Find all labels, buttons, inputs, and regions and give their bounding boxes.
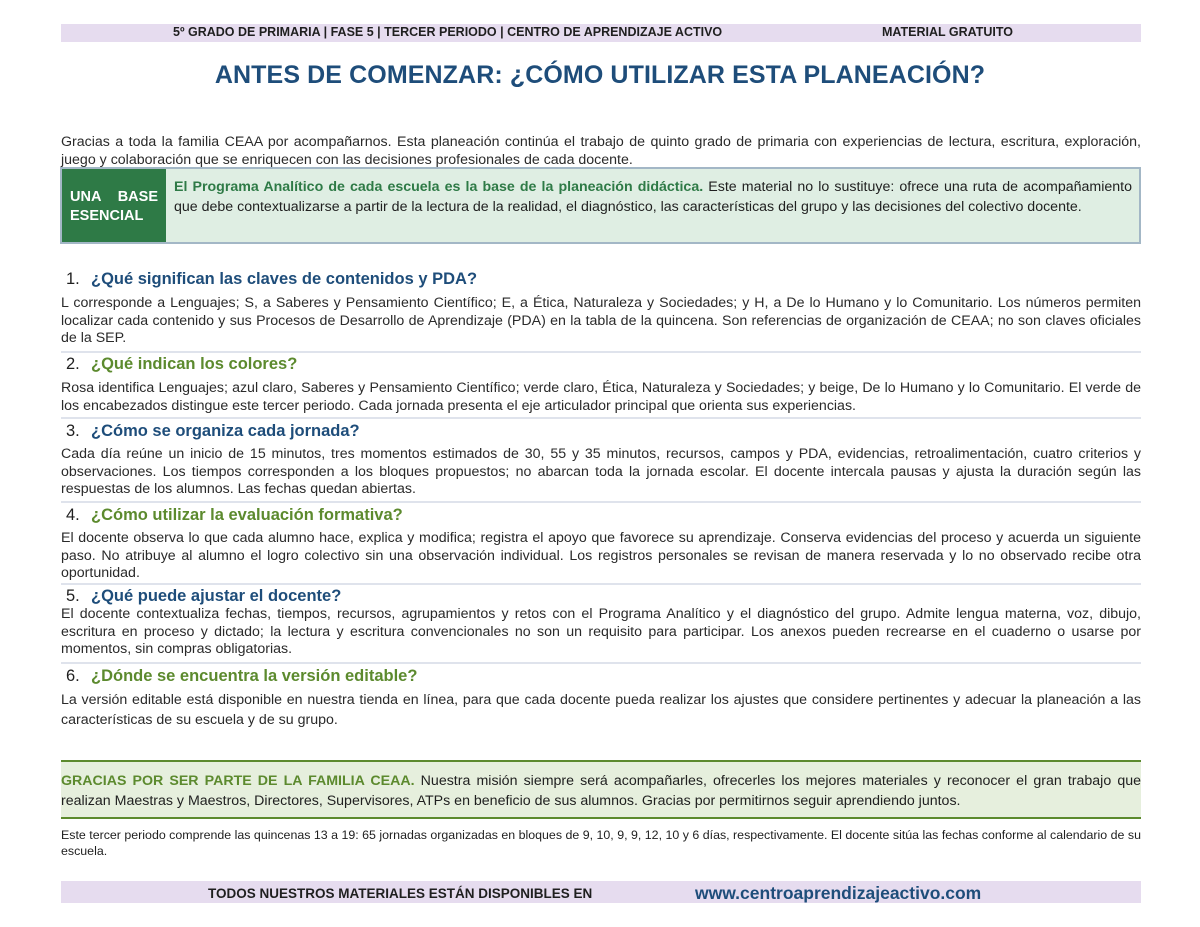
section-4-title: ¿Cómo utilizar la evaluación formativa? [91, 506, 403, 524]
section-divider [61, 351, 1141, 353]
section-2-number: 2. [66, 355, 80, 373]
footer-availability-text: TODOS NUESTROS MATERIALES ESTÁN DISPONIBLES EN [208, 886, 593, 901]
section-1-text: L corresponde a Lenguajes; S, a Saberes y Pensamiento Científico; E, a Ética, Naturaleza y Sociedades; y H, a De lo Humano y lo Comunitario. Los números permiten localizar cada contenido y sus Procesos de Desarrollo de Aprendizaje (PDA) en la tabla de la quincena. Son referencias de organización de CEAA; no son claves oficiales de la SEP. [61, 295, 1141, 346]
section-3-number: 3. [66, 422, 80, 440]
header-band [61, 24, 1141, 42]
footer-website-link[interactable]: www.centroaprendizajeactivo.com [695, 883, 982, 903]
essential-base-box [60, 167, 1141, 244]
section-3-heading [66, 422, 360, 441]
section-4-text: El docente observa lo que cada alumno hace, explica y modifica; registra el apoyo que favorece su aprendizaje. Conserva evidencias del proceso y acuerda un siguiente paso. No atribuye al alumno el logro colectivo sin una observación individual. Los registros personales se revisan de manera reservada y lo no observado recibe otra oportunidad. [61, 530, 1141, 581]
section-5-text: El docente contextualiza fechas, tiempos, recursos, agrupamientos y retos con el Programa Analítico y el diagnóstico del grupo. Admite lengua materna, voz, dibujo, escritura en proceso y dictado; la lectura y escritura convencionales no son un requisito para participar. Los anexos pueden recrearse en el cuaderno o usarse por momentos, sin compras obligatorias. [61, 606, 1141, 657]
essential-base-label [62, 169, 166, 242]
period-note: Este tercer periodo comprende las quincenas 13 a 19: 65 jornadas organizadas en bloques de 9, 10, 9, 9, 12, 10 y 6 días, respectivamente. El docente sitúa las fechas conforme al calendario de su escuela. [61, 828, 1141, 858]
intro-paragraph: Gracias a toda la familia CEAA por acompañarnos. Esta planeación continúa el trabajo de quinto grado de primaria con experiencias de lectura, escritura, exploración, juego y colaboración que se enriquecen con las decisiones profesionales de cada docente. [61, 134, 1141, 168]
section-5-title: ¿Qué puede ajustar el docente? [91, 587, 342, 605]
section-1-title: ¿Qué significan las claves de contenidos y PDA? [91, 270, 478, 288]
section-1-heading [66, 270, 477, 289]
thanks-bottom-rule [61, 817, 1141, 819]
essential-base-body: Este material no lo sustituye: ofrece una ruta de acompañamiento que debe contextualizarse a partir de la lectura de la realidad, el diagnóstico, las características del grupo y las decisiones del colectivo docente. [174, 179, 1132, 215]
thanks-body: Nuestra misión siempre será acompañarles, ofrecerles los mejores materiales y reconocer el gran trabajo que realizan Maestras y Maestros, Directores, Supervisores, ATPs en beneficio de sus alumnos. Gracias por permitirnos seguir aprendiendo juntos. [61, 773, 1141, 809]
section-divider [61, 662, 1141, 664]
page-title: ANTES DE COMENZAR: ¿CÓMO UTILIZAR ESTA PLANEACIÓN? [214, 61, 986, 89]
thanks-strong: GRACIAS POR SER PARTE DE LA FAMILIA CEAA. [61, 773, 415, 789]
section-5-number: 5. [66, 587, 80, 605]
section-divider [61, 501, 1141, 503]
section-2-heading [66, 355, 297, 374]
section-2-text: Rosa identifica Lenguajes; azul claro, Saberes y Pensamiento Científico; verde claro, Ética, Naturaleza y Sociedades; y beige, De lo Humano y lo Comunitario. El verde de los encabezados distingue este tercer periodo. Cada jornada presenta el eje articulador principal que orienta sus experiencias. [61, 380, 1141, 414]
thanks-text [61, 771, 1141, 811]
section-divider [61, 583, 1141, 585]
header-free-material: MATERIAL GRATUITO [882, 25, 1014, 39]
section-3-text: Cada día reúne un inicio de 15 minutos, tres momentos estimados de 30, 55 y 35 minutos, recursos, campos y PDA, evidencias, retroalimentación, cuatro criterios y observaciones. Los tiempos corresponden a los bloques propuestos; no abarcan toda la jornada escolar. El docente intercala pausas y ajusta la duración según las respuestas de los alumnos. Las fechas quedan abiertas. [61, 446, 1141, 497]
essential-base-label-line2: ESENCIAL [70, 208, 144, 224]
essential-base-strong: El Programa Analítico de cada escuela es la base de la planeación didáctica. [174, 179, 704, 195]
section-2-title: ¿Qué indican los colores? [91, 355, 298, 373]
section-6-title: ¿Dónde se encuentra la versión editable? [91, 667, 418, 685]
section-6-text: La versión editable está disponible en nuestra tienda en línea, para que cada docente pueda realizar los ajustes que considere pertinentes y adecuar la planeación a las características de su escuela y de su grupo. [61, 692, 1141, 728]
header-grade-info: 5º GRADO DE PRIMARIA | FASE 5 | TERCER PERIODO | CENTRO DE APRENDIZAJE ACTIVO [173, 25, 723, 39]
section-4-heading [66, 506, 403, 525]
section-6-heading [66, 667, 417, 686]
section-5-heading [66, 587, 341, 606]
section-1-number: 1. [66, 270, 80, 288]
section-divider [61, 417, 1141, 419]
essential-base-text [174, 177, 1132, 217]
essential-base-label-line1: UNA BASE [70, 189, 158, 205]
section-6-number: 6. [66, 667, 80, 685]
section-4-number: 4. [66, 506, 80, 524]
section-3-title: ¿Cómo se organiza cada jornada? [91, 422, 360, 440]
